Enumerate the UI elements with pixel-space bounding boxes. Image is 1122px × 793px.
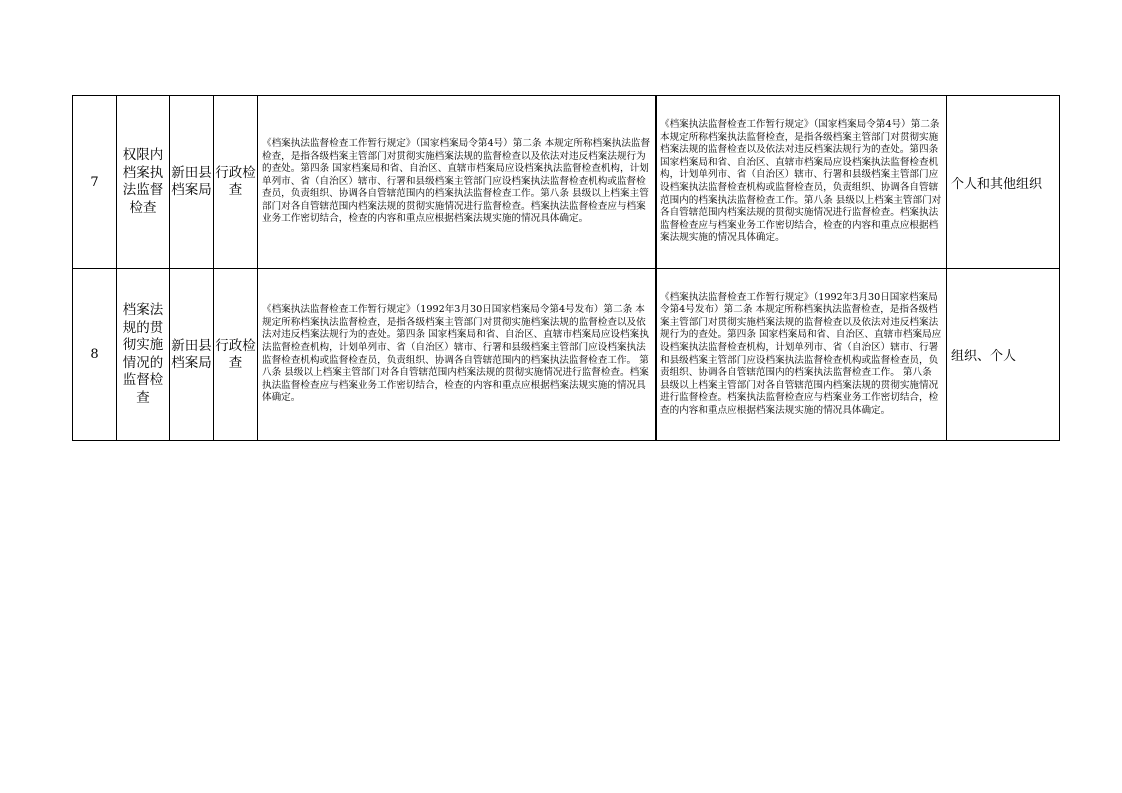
legal-basis-cell: 《档案执法监督检查工作暂行规定》（国家档案局令第4号）第二条 本规定所称档案执法监督检查，是指各级档案主管部门对贯彻实施档案法规的监督检查以及依法对违反档案法规行为的查处。第四条 国家档案局和省、自治区、直辖市档案局应设档案执法监督检查机构，计划单列市、省（自治区）辖市、行署和县级档案主管部门应设档案执法监督检查机构或监督检查员，负责组织、协调各自管辖范围内的档案执法监督检查工作。第八条 县级以上档案主管部门对各自管辖范围内档案法规的贯彻实施情况进行监督检查。档案执法监督检查应与档案业务工作密切结合，检查的内容和重点应根据档案法规实施的情况具体确定。 bbox=[258, 96, 657, 269]
item-name-cell: 档案法规的贯彻实施情况的监督检查 bbox=[117, 269, 170, 441]
legal-basis-cell: 《档案执法监督检查工作暂行规定》（1992年3月30日国家档案局令第4号发布）第二条 本规定所称档案执法监督检查，是指各级档案主管部门对贯彻实施档案法规的监督检查以及依法对违反档案法规行为的查处。第四条 国家档案局和省、自治区、直辖市档案局应设档案执法监督检查机构，计划单列市、省（自治区）辖市、行署和县级档案主管部门应设档案执法监督检查机构或监督检查员，负责组织、协调各自管辖范围内的档案执法监督检查工作。 第八条 县级以上档案主管部门对各自管辖范围内档案法规的贯彻实施情况进行监督检查。档案执法监督检查应与档案业务工作密切结合，检查的内容和重点应根据档案法规实施的情况具体确定。 bbox=[258, 269, 657, 441]
target-object-cell: 个人和其他组织 bbox=[947, 96, 1060, 269]
implementing-agency-cell: 新田县档案局 bbox=[170, 269, 214, 441]
implementing-agency-cell: 新田县档案局 bbox=[170, 96, 214, 269]
power-type-cell: 行政检查 bbox=[214, 269, 258, 441]
table-row bbox=[73, 269, 1060, 441]
legal-basis-detail-cell: 《档案执法监督检查工作暂行规定》（国家档案局令第4号）第二条 本规定所称档案执法监督检查，是指各级档案主管部门对贯彻实施档案法规的监督检查以及依法对违反档案法规行为的查处。第四条 国家档案局和省、自治区、直辖市档案局应设档案执法监督检查机构，计划单列市、省（自治区）辖市、行署和县级档案主管部门应设档案执法监督检查机构或监督检查员，负责组织、协调各自管辖范围内的档案执法监督检查工作。第八条 县级以上档案主管部门对各自管辖范围内档案法规的贯彻实施情况进行监督检查。档案执法监督检查应与档案业务工作密切结合，检查的内容和重点应根据档案法规实施的情况具体确定。 bbox=[656, 96, 947, 269]
item-name-cell: 权限内档案执法监督检查 bbox=[117, 96, 170, 269]
item-number-cell: 7 bbox=[73, 96, 117, 269]
table-row bbox=[73, 96, 1060, 269]
target-object-cell: 组织、个人 bbox=[947, 269, 1060, 441]
legal-basis-detail-cell: 《档案执法监督检查工作暂行规定》（1992年3月30日国家档案局令第4号发布）第二条 本规定所称档案执法监督检查，是指各级档案主管部门对贯彻实施档案法规的监督检查以及依法对违反档案法规行为的查处。第四条 国家档案局和省、自治区、直辖市档案局应设档案执法监督检查机构，计划单列市、省（自治区）辖市、行署和县级档案主管部门应设档案执法监督检查机构或监督检查员，负责组织、协调各自管辖范围内的档案执法监督检查工作。 第八条 县级以上档案主管部门对各自管辖范围内档案法规的贯彻实施情况进行监督检查。档案执法监督检查应与档案业务工作密切结合，检查的内容和重点应根据档案法规实施的情况具体确定。 bbox=[656, 269, 947, 441]
power-type-cell: 行政检查 bbox=[214, 96, 258, 269]
item-number-cell: 8 bbox=[73, 269, 117, 441]
inspection-items-table bbox=[72, 95, 1060, 441]
